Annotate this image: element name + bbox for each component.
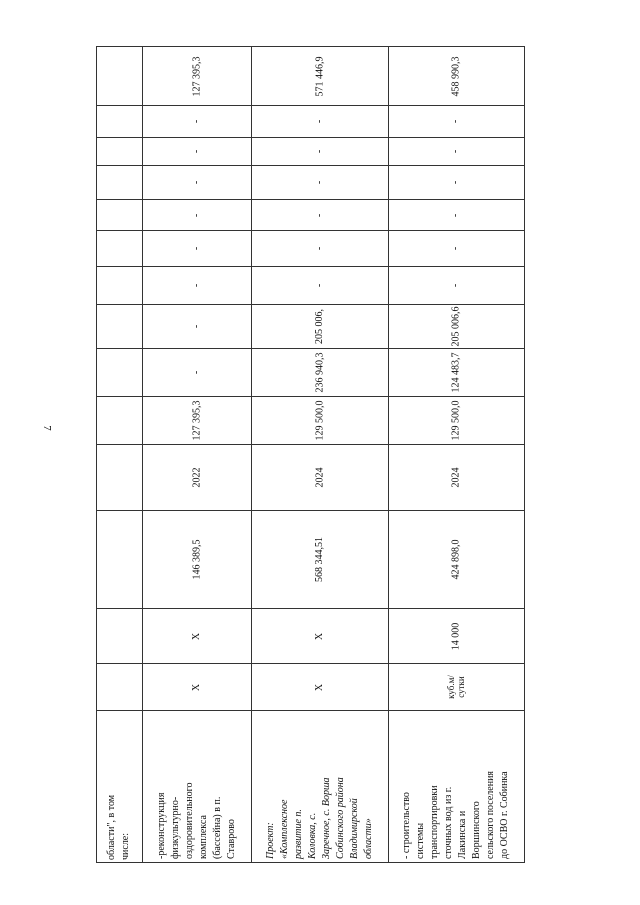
row-2-value: - (314, 149, 325, 154)
row-0-name-line: области", в том (106, 794, 117, 860)
row-3-value: - (450, 283, 462, 288)
row-1-name-line: комплекса (197, 815, 209, 859)
row-2-unit: X (313, 683, 325, 691)
row-3-value: - (450, 246, 462, 251)
row-1-value: - (191, 370, 202, 375)
row-2-value: - (314, 180, 325, 185)
row-1-name-line: оздоровительного (183, 782, 195, 859)
data-table (96, 46, 524, 863)
page-number: 7 (40, 425, 53, 431)
row-2-name-line: Проект: (264, 822, 276, 859)
row-1-name (143, 712, 250, 860)
row-3-name-line: системы (415, 822, 426, 859)
row-2-value: - (314, 283, 325, 288)
row-1-value: - (191, 246, 202, 251)
row-3-total: 458 990,3 (450, 56, 462, 96)
row-1-name-line: (бассейна) в п. (211, 796, 223, 859)
row-1-value: - (191, 213, 202, 217)
table-border-left (96, 46, 97, 863)
row-1-value: - (191, 149, 202, 154)
row-2-value: 129 500,0 (314, 400, 325, 441)
row-3-name-line: сельского поселения (485, 770, 496, 859)
row-3-value: 124 483,7 (450, 352, 462, 393)
table-border-right (524, 46, 525, 863)
row-2-name-line: Коловка, с. (306, 812, 318, 859)
row-3-name-line: до ОСВО г. Собинка (499, 771, 510, 859)
row-1-year: 2022 (191, 467, 202, 488)
row-3-value: - (450, 180, 462, 185)
row-1-value: - (191, 324, 202, 329)
row-0-name-line: числе: (120, 832, 131, 860)
row-2-cost: 568 344,51 (314, 537, 325, 582)
row-3-name-line: Лакинска и (457, 810, 468, 859)
row-3-value: 129 500,0 (450, 400, 462, 441)
row-0-name (98, 712, 140, 860)
row-1-value: - (191, 180, 202, 185)
row-1-value: 127 395,3 (191, 400, 202, 441)
row-3-capacity: 14 000 (450, 622, 462, 650)
row-1-cost: 146 389,5 (191, 539, 202, 580)
row-2-name-line: Собинского района (334, 777, 346, 859)
row-3-name-line: - строительство (401, 792, 412, 859)
row-3-name-line: Воршинского (471, 801, 482, 859)
row-2-name-line: развитие п. (292, 809, 304, 859)
row-2-year: 2024 (314, 467, 325, 488)
row-2-capacity: X (313, 632, 325, 640)
row-1-value: - (191, 283, 202, 288)
table-border-bottom (96, 862, 524, 863)
row-3-value: - (450, 213, 462, 217)
row-3-name-line: сточных вод из г. (443, 786, 454, 859)
col-divider-unit (96, 710, 524, 711)
row-2-name-line: Владимирской (348, 798, 360, 859)
row-2-name (252, 712, 387, 860)
row-1-capacity: X (190, 632, 202, 640)
row-2-value: - (314, 119, 325, 124)
row-3-value: - (450, 149, 462, 154)
row-3-name-line: транспортировки (429, 785, 440, 859)
row-3-value: 205 006,6 (450, 306, 462, 347)
row-2-value: 236 940,3 (314, 352, 325, 393)
row-3-name (389, 712, 523, 860)
row-3-value: - (450, 119, 462, 124)
row-3-cost: 424 898,0 (450, 539, 462, 580)
row-1-name-line: физкультурно- (169, 796, 181, 859)
row-2-value: 205 006, (314, 309, 325, 344)
row-3-unit: куб.м/ сутки (446, 675, 466, 699)
row-2-name-line: области» (362, 818, 374, 859)
row-1-name-line: -реконструкция (155, 792, 167, 859)
row-2-name-line: «Комплексное (278, 799, 290, 859)
row-1-value: - (191, 119, 202, 124)
row-2-value: - (314, 213, 325, 217)
row-1-name-line: Ставрово (225, 819, 237, 859)
row-2-value: - (314, 246, 325, 251)
row-2-name-line: Заречное, с. Ворша (320, 777, 332, 859)
row-3-year: 2024 (450, 467, 462, 488)
row-1-unit: X (190, 683, 202, 691)
row-2-total: 571 446,9 (314, 56, 325, 96)
row-1-total: 127 395,3 (191, 56, 202, 96)
